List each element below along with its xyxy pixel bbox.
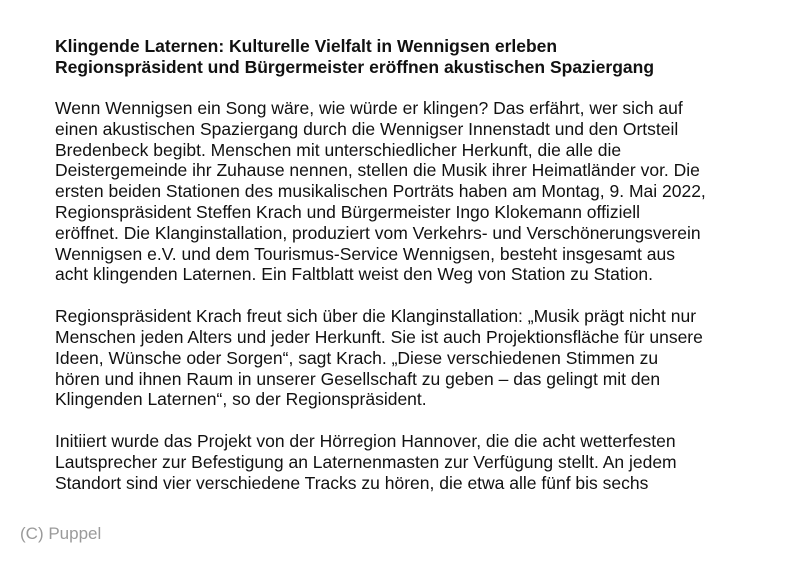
text-line: acht klingenden Laternen. Ein Faltblatt weist den Weg von Station zu Station. — [55, 264, 653, 285]
text-line: Initiiert wurde das Projekt von der Hörregion Hannover, die die acht wetterfesten — [55, 431, 676, 452]
text-line: Regionspräsident Krach freut sich über die Klanginstallation: „Musik prägt nicht nur — [55, 306, 697, 327]
text-line: Bredenbeck begibt. Menschen mit unterschiedlicher Herkunft, die alle die — [55, 139, 622, 160]
text-line: Lautsprecher zur Befestigung an Laternenmasten zur Verfügung stellt. An jedem — [55, 451, 677, 472]
paragraph-project — [55, 431, 775, 493]
paragraph-intro — [55, 98, 775, 285]
text-line: einen akustischen Spaziergang durch die Wennigser Innenstadt und den Ortsteil — [55, 118, 679, 139]
text-line: Wenn Wennigsen ein Song wäre, wie würde er klingen? Das erfährt, wer sich auf — [55, 98, 683, 118]
title-line: Regionspräsident und Bürgermeister eröffnen akustischen Spaziergang — [55, 57, 655, 77]
text-line: ersten beiden Stationen des musikalischen Porträts haben am Montag, 9. Mai 2022, — [55, 181, 706, 202]
document-page — [55, 36, 775, 494]
text-line: hören und ihnen Raum in unserer Gesellschaft zu geben – das gelingt mit den — [55, 368, 661, 389]
title-line: Klingende Laternen: Kulturelle Vielfalt in Wennigsen erleben — [55, 36, 558, 56]
text-line: Klingenden Laternen“, so der Regionspräsident. — [55, 389, 427, 410]
copyright-watermark: (C) Puppel — [20, 524, 102, 543]
text-line: Menschen jeden Alters und jeder Herkunft. Sie ist auch Projektionsfläche für unsere — [55, 326, 703, 347]
text-line: Standort sind vier verschiedene Tracks zu hören, die etwa alle fünf bis sechs — [55, 472, 649, 493]
text-line: eröffnet. Die Klanginstallation, produziert vom Verkehrs- und Verschönerungsverein — [55, 222, 701, 243]
text-line: Ideen, Wünsche oder Sorgen“, sagt Krach. „Diese verschiedenen Stimmen zu — [55, 347, 659, 368]
text-line: Deistergemeinde ihr Zuhause nennen, stellen die Musik ihrer Heimatländer vor. Die — [55, 160, 700, 181]
paragraph-quote — [55, 306, 775, 410]
text-line: Regionspräsident Steffen Krach und Bürgermeister Ingo Klokemann offiziell — [55, 201, 640, 222]
article-title — [55, 36, 775, 78]
text-line: Wennigsen e.V. und dem Tourismus-Service Wennigsen, besteht insgesamt aus — [55, 243, 675, 264]
